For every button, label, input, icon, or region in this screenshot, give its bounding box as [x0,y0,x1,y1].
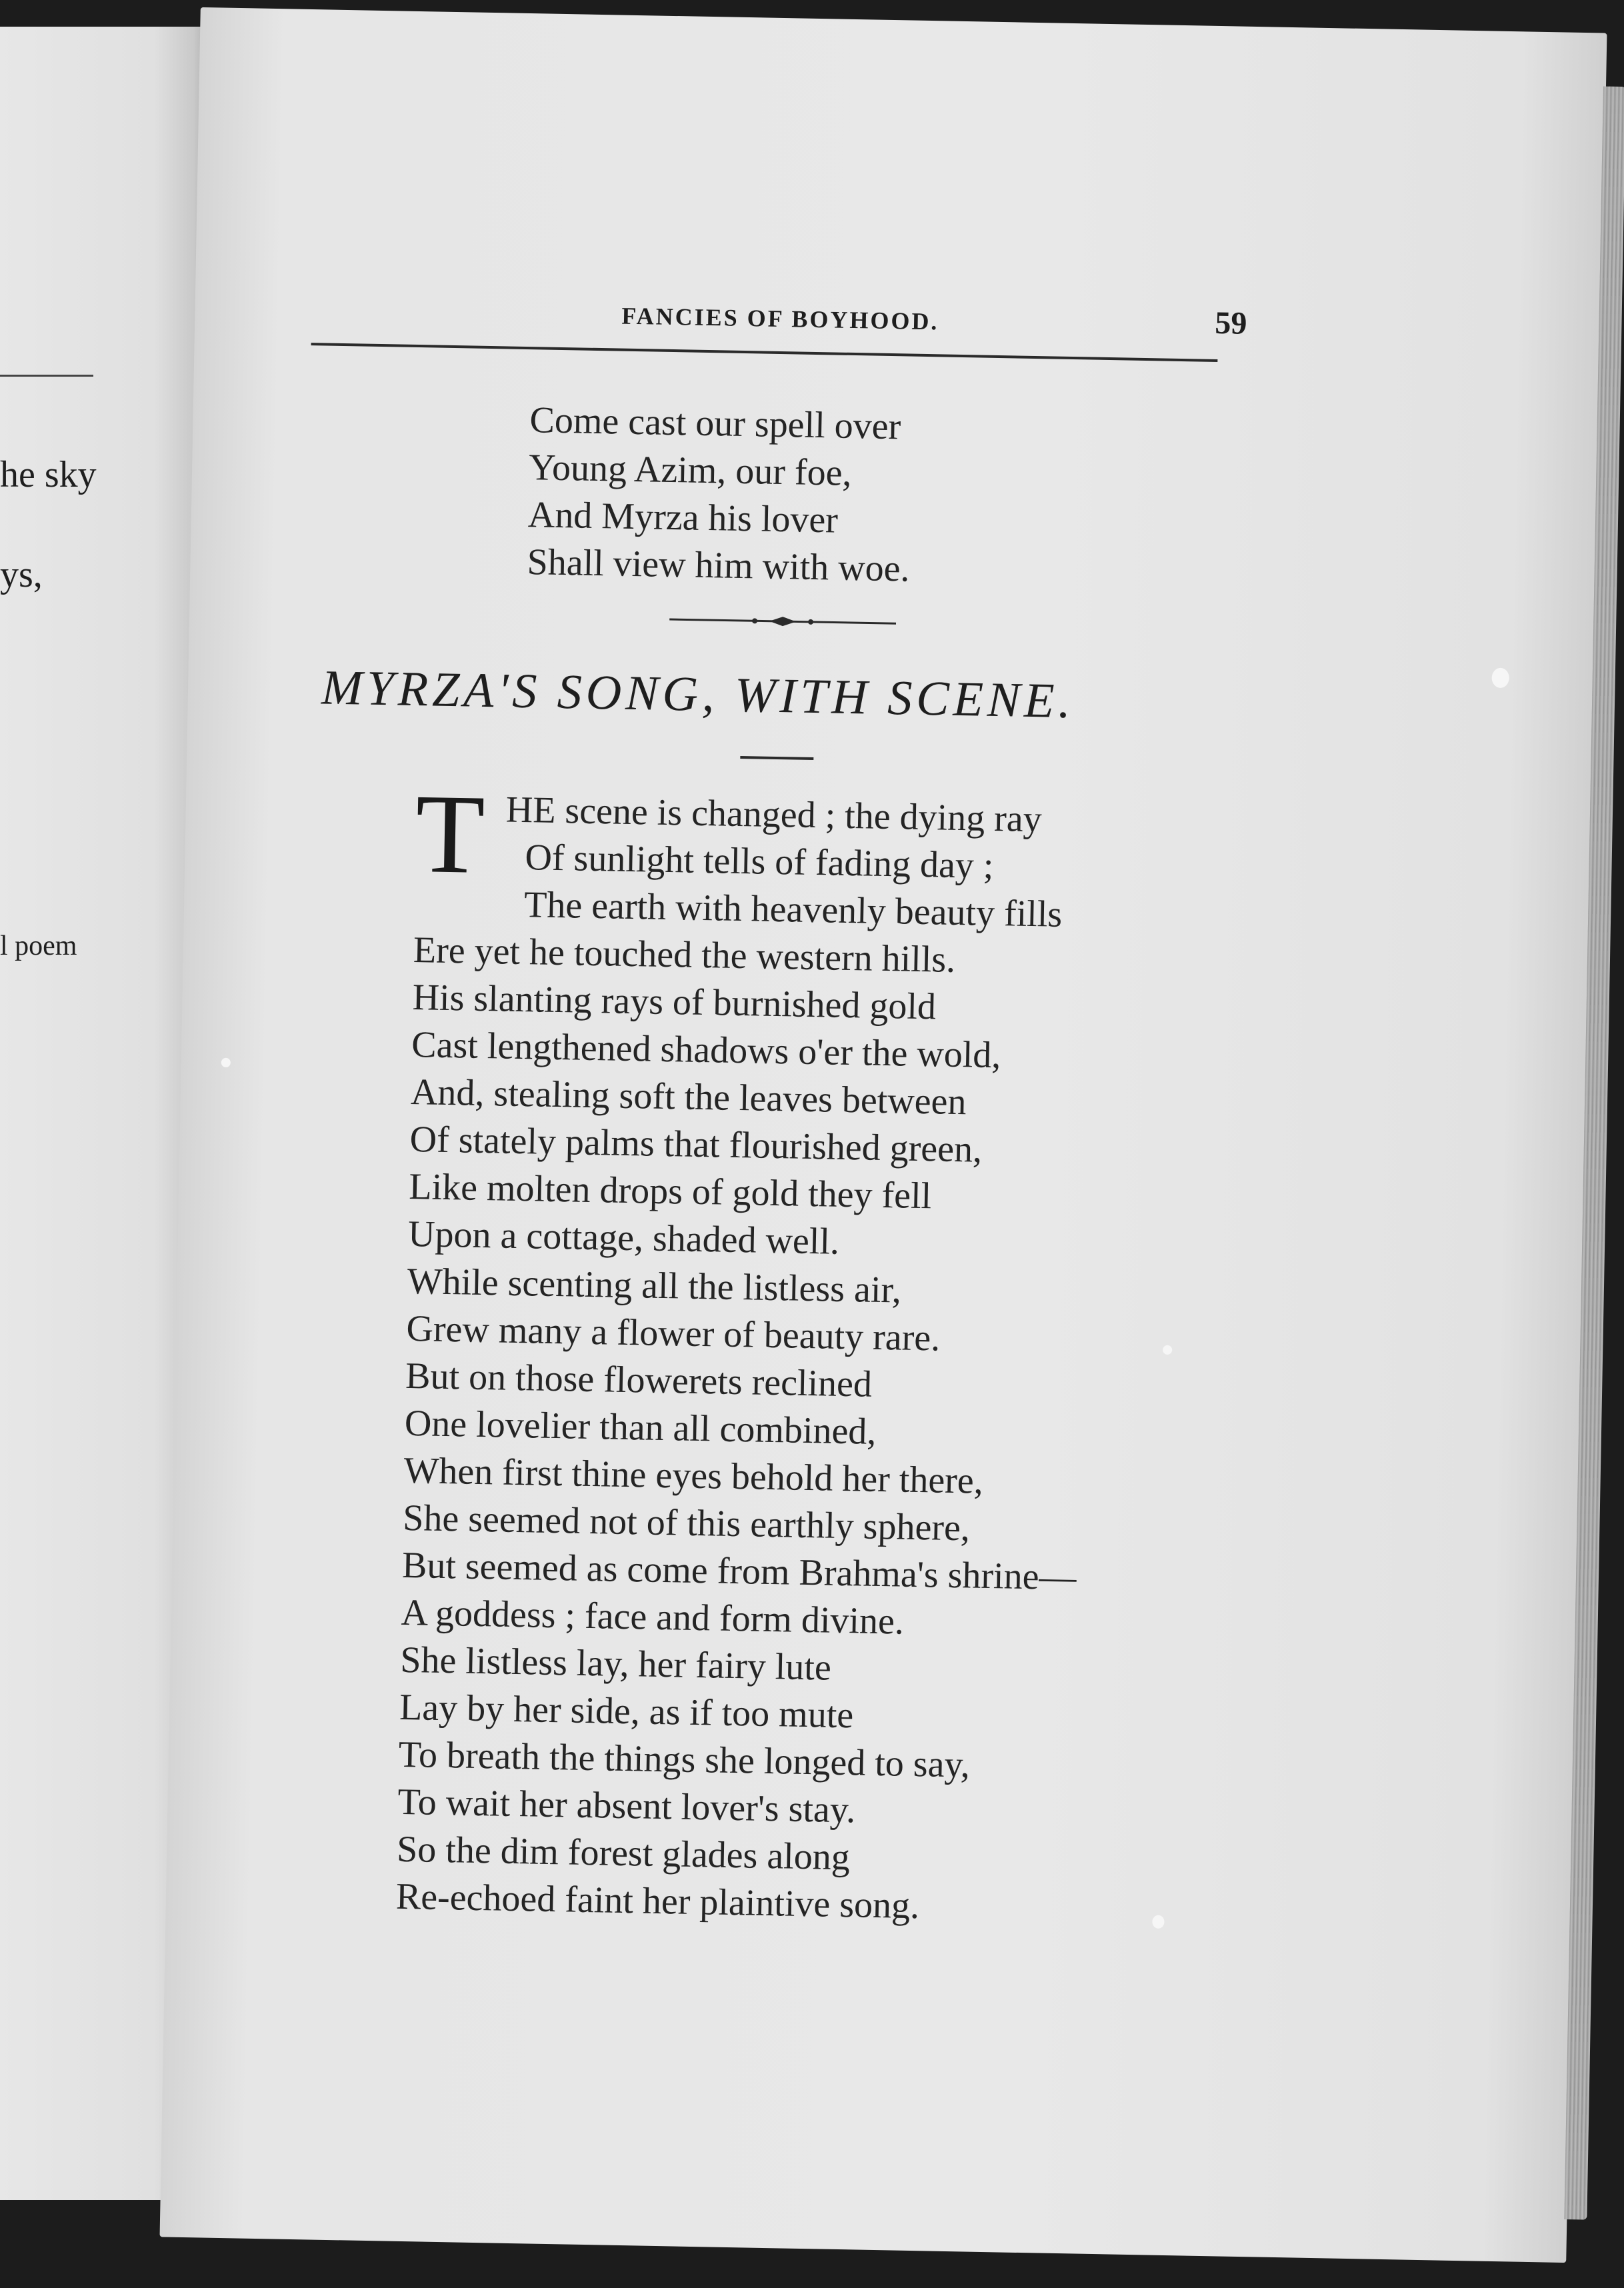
section-title: MYRZA'S SONG, WITH SCENE. [321,660,1075,729]
poem-line: She seemed not of this earthly sphere, [402,1497,971,1549]
poem-line: So the dim forest glades along [396,1828,851,1879]
poem-line: His slanting rays of burnished gold [412,977,937,1028]
poem-line: But on those flowerets reclined [405,1355,873,1405]
poem-line: A goddess ; face and form divine. [401,1591,905,1643]
poem-line: To wait her absent lover's stay. [397,1781,856,1831]
poem-line: Young Azim, our foe, [528,447,853,494]
poem-opening-lines [504,787,1065,939]
left-page-rule [0,375,93,377]
scan-speck [1152,1915,1164,1929]
poem-line: HE scene is changed ; the dying ray [505,789,1043,841]
ornament-divider [669,613,896,630]
poem-line: But seemed as come from Brahma's shrine— [401,1544,1077,1599]
left-page-fragment: he sky [0,454,97,495]
poem-line: Re-echoed faint her plaintive song. [395,1875,920,1927]
poem-line: The earth with heavenly beauty fills [523,884,1063,935]
page-number: 59 [1214,305,1247,341]
poem-line: While scenting all the listless air, [407,1260,902,1311]
title-rule [740,756,813,760]
left-page-fragment: l poem [0,931,77,961]
poem-line: Grew many a flower of beauty rare. [405,1307,941,1359]
poem-line: Of sunlight tells of fading day ; [524,837,995,887]
poem-line: And Myrza his lover [527,494,839,541]
poem-line: Lay by her side, as if too mute [399,1686,854,1737]
poem-line: One lovelier than all combined, [404,1402,877,1453]
drop-cap: T [414,771,486,897]
poem-line: Ere yet he touched the western hills. [413,929,956,981]
page-edges [1564,87,1624,2220]
poem-line: Come cast our spell over [529,399,901,448]
scan-speck [1491,668,1509,688]
poem-line: When first thine eyes behold her there, [403,1449,984,1502]
poem-line: And, stealing soft the leaves between [410,1071,967,1123]
left-page-fragment: ys, [0,554,43,595]
header-rule [311,343,1218,362]
poem-line: Shall view him with woe. [527,541,911,590]
poem-line: She listless lay, her fairy lute [399,1639,832,1689]
scan-speck [1163,1345,1172,1355]
right-page [160,7,1607,2263]
poem-body [395,927,1088,1933]
poem-line: Upon a cottage, shaded well. [407,1213,840,1263]
stanza-end [527,397,913,593]
poem-line: Of stately palms that flourished green, [409,1118,983,1171]
poem-line: To breath the things she longed to say, [398,1733,971,1786]
scan-speck [221,1058,231,1067]
poem-line: Cast lengthened shadows o'er the wold, [411,1024,1001,1077]
poem-line: Like molten drops of gold they fell [408,1165,932,1217]
running-head: FANCIES OF BOYHOOD. [621,302,939,335]
